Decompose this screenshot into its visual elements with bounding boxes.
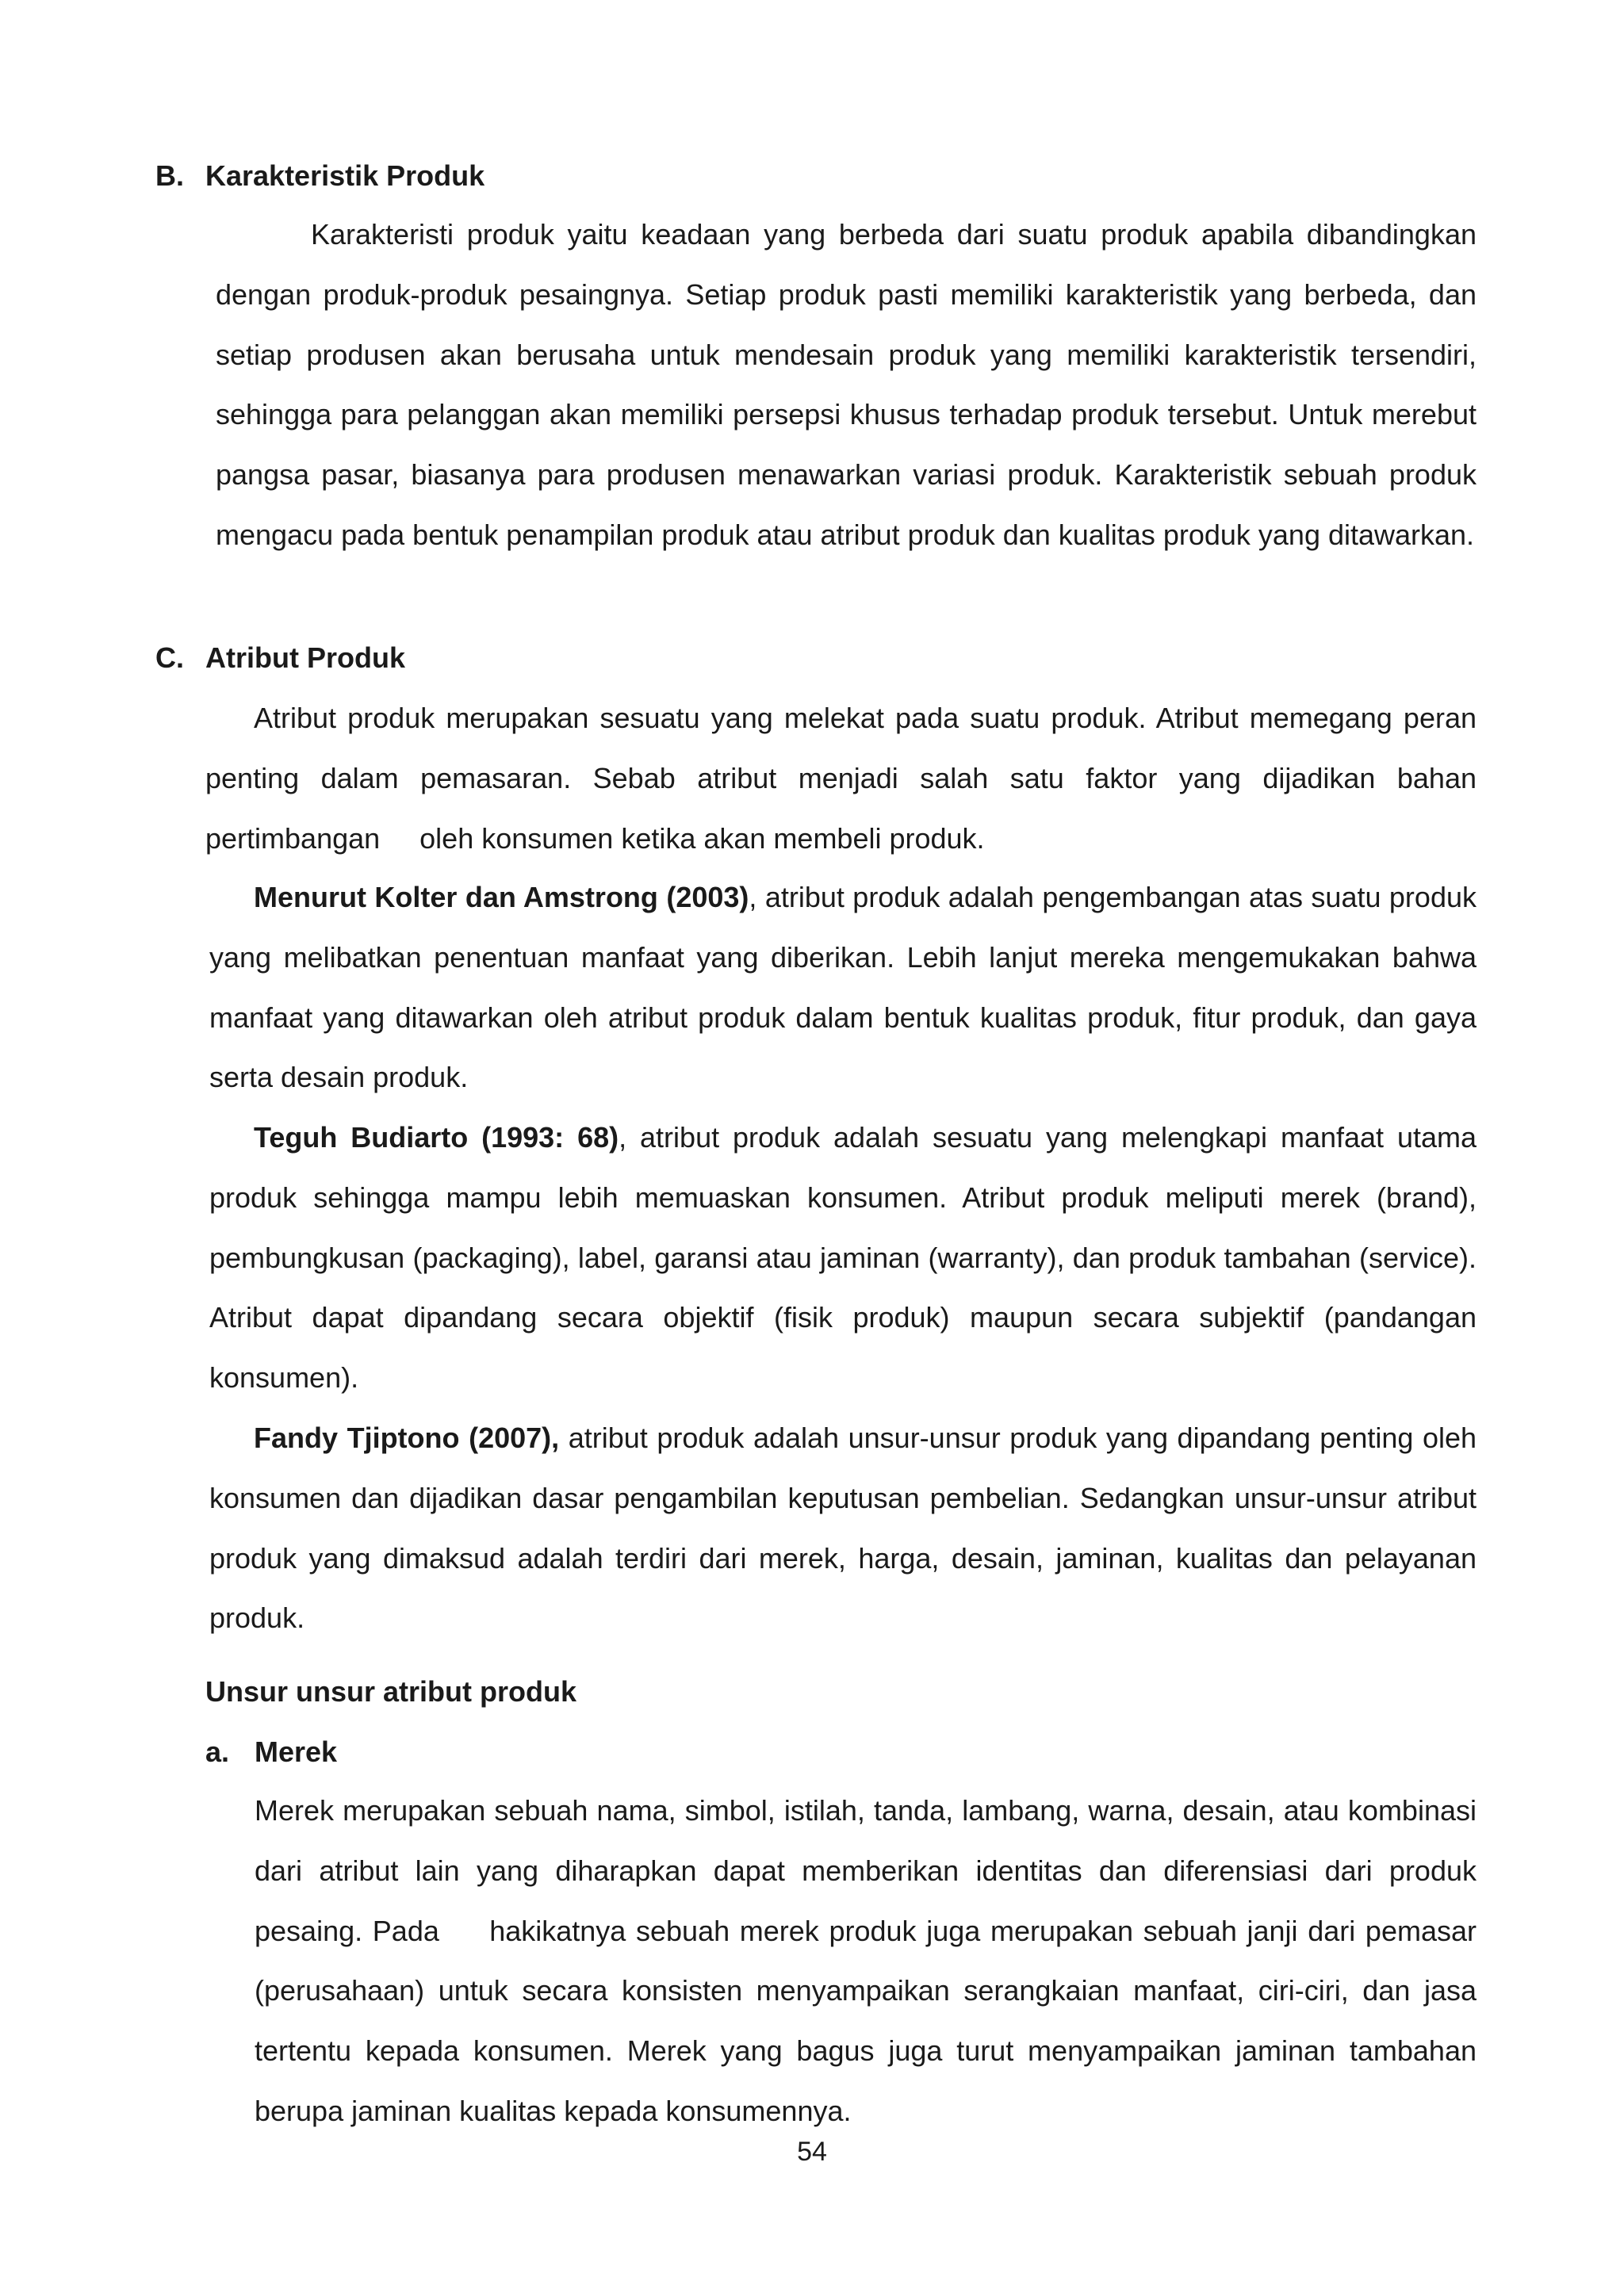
section-c-title: Atribut Produk	[205, 641, 405, 674]
merek-letter: a.	[205, 1735, 230, 1768]
fandy-citation: Fandy Tjiptono (2007),	[254, 1422, 560, 1454]
fandy-paragraph	[209, 1408, 1477, 1648]
section-b-title: Karakteristik Produk	[205, 159, 485, 192]
unsur-title: Unsur unsur atribut produk	[205, 1675, 576, 1708]
section-c-heading	[155, 641, 405, 675]
teguh-citation: Teguh Budiarto (1993: 68)	[254, 1121, 619, 1154]
section-c-number: C.	[155, 641, 184, 674]
section-b-number: B.	[155, 159, 184, 192]
section-c-paragraph-1-text: Atribut produk merupakan sesuatu yang melekat pada suatu produk. Atribut memegang peran penting dalam pemasaran. Sebab atribut menjadi salah satu faktor yang dijadikan bahan pertimbangan oleh konsumen ketika akan membeli produk.	[205, 702, 1477, 855]
merek-title: Merek	[255, 1735, 338, 1768]
merek-heading	[205, 1735, 337, 1770]
merek-paragraph	[255, 1781, 1477, 2141]
section-b-paragraph-text: Karakteristi produk yaitu keadaan yang berbeda dari suatu produk apabila dibandingkan dengan produk-produk pesaingnya. Setiap produk pasti memiliki karakteristik yang berbeda, dan setiap produsen akan berusaha untuk mendesain produk yang memiliki karakteristik tersendiri, sehingga para pelanggan akan memiliki persepsi khusus terhadap produk tersebut. Untuk merebut pangsa pasar, biasanya para produsen menawarkan variasi produk. Karakteristik sebuah produk mengacu pada bentuk penampilan produk atau atribut produk dan kualitas produk yang ditawarkan.	[216, 218, 1477, 551]
page-number: 54	[797, 2137, 827, 2167]
unsur-heading	[205, 1674, 576, 1709]
kolter-citation: Menurut Kolter dan Amstrong (2003)	[254, 881, 749, 913]
fandy-text: atribut produk adalah unsur-unsur produk yang dipandang penting oleh konsumen dan dijadikan dasar pengambilan keputusan pembelian. Sedangkan unsur-unsur atribut produk yang dimaksud adalah terdiri dari merek, harga, desain, jaminan, kualitas dan pelayanan produk.	[209, 1422, 1477, 1635]
section-c-paragraph-1	[205, 688, 1477, 868]
merek-paragraph-text: Merek merupakan sebuah nama, simbol, istilah, tanda, lambang, warna, desain, atau kombinasi dari atribut lain yang diharapkan dapat memberikan identitas dan diferensiasi dari produk pesaing. Pada hakikatnya sebuah merek produk juga merupakan sebuah janji dari pemasar (perusahaan) untuk secara konsisten menyampaikan serangkaian manfaat, ciri-ciri, dan jasa tertentu kepada konsumen. Merek yang bagus juga turut menyampaikan jaminan tambahan berupa jaminan kualitas kepada konsumennya.	[255, 1794, 1477, 2127]
kolter-text: , atribut produk adalah pengembangan atas suatu produk yang melibatkan penentuan manfaat yang diberikan. Lebih lanjut mereka mengemukakan bahwa manfaat yang ditawarkan oleh atribut produk dalam bentuk kualitas produk, fitur produk, dan gaya serta desain produk.	[209, 881, 1477, 1094]
kolter-paragraph	[209, 867, 1477, 1108]
section-b-heading	[155, 159, 485, 193]
teguh-text: , atribut produk adalah sesuatu yang melengkapi manfaat utama produk sehingga mampu lebih memuaskan konsumen. Atribut produk meliputi merek (brand), pembungkusan (packaging), label, garansi atau jaminan (warranty), dan produk tambahan (service). Atribut dapat dipandang secara objektif (fisik produk) maupun secara subjektif (pandangan konsumen).	[209, 1121, 1477, 1395]
section-b-paragraph	[216, 205, 1477, 565]
teguh-paragraph	[209, 1108, 1477, 1408]
